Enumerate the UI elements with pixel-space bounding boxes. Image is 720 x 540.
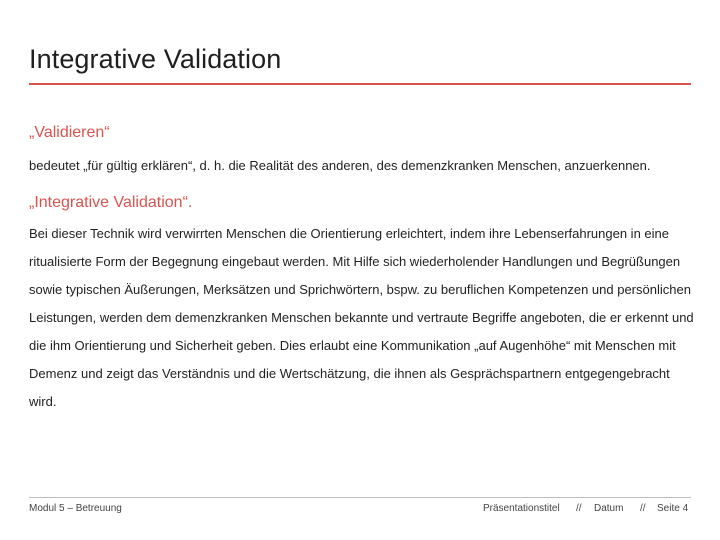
- footer-separator: //: [576, 503, 582, 514]
- footer-date: Datum: [594, 503, 624, 514]
- footer-page-number: Seite 4: [657, 503, 689, 514]
- title-divider: [29, 83, 691, 85]
- section-text-validieren: bedeutet „für gültig erklären“, d. h. die Realität des anderen, des demenzkranken Menschen, anzuerkennen.: [29, 158, 651, 173]
- footer-divider: [29, 497, 691, 498]
- footer-separator: //: [640, 503, 646, 514]
- slide-body: [29, 122, 694, 416]
- slide-title: Integrative Validation: [29, 44, 282, 74]
- footer-presentation-title: Präsentationstitel: [483, 503, 560, 514]
- section-text-integrative-validation: Bei dieser Technik wird verwirrten Menschen die Orientierung erleichtert, indem ihre Lebenserfahrungen in eine ritualisierte Form der Begegnung eingebaut werden. Mit Hilfe sich wiederholender Handlungen und Begrüßungen sowie typischen Äußerungen, Merksätzen und Sprichwörtern, bspw. zu beruflichen Kompetenzen und persönlichen Leistungen, werden dem demenzkranken Menschen bekannte und vertraute Begriffe angeboten, die er erkennt und die ihm Orientierung und Sicherheit geben. Dies erlaubt eine Kommunikation „auf Augenhöhe“ mit Menschen mit Demenz und zeigt das Verständnis und die Wertschätzung, die ihnen als Gesprächspartnern entgegengebracht wird.: [29, 226, 694, 409]
- section-heading-validieren: „Validieren“: [29, 124, 110, 141]
- footer-module: Modul 5 – Betreuung: [29, 503, 122, 514]
- section-heading-integrative-validation: „Integrative Validation“.: [29, 194, 193, 211]
